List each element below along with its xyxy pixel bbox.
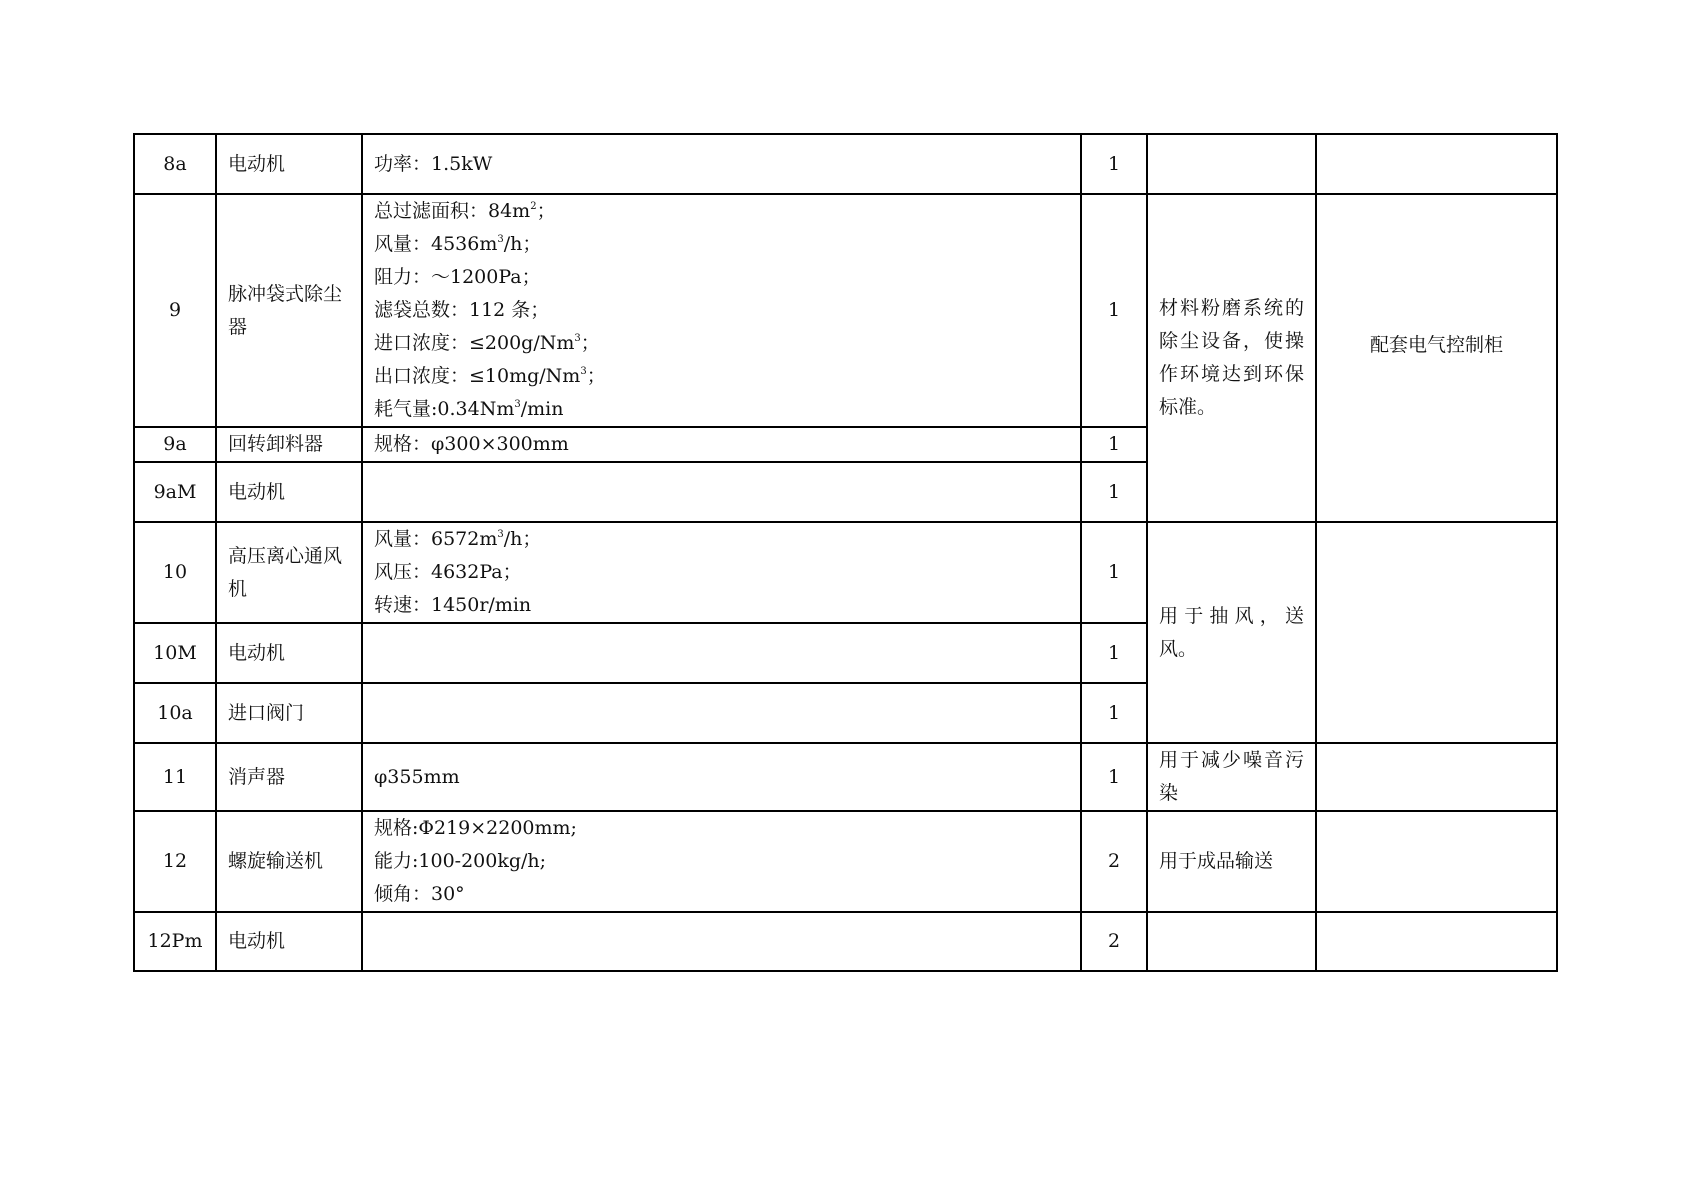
spec-line: φ355mm [374, 765, 460, 788]
quantity: 1 [1081, 194, 1147, 427]
item-number: 9aM [134, 462, 216, 522]
item-number: 10a [134, 683, 216, 743]
item-number: 11 [134, 743, 216, 811]
quantity: 1 [1081, 427, 1147, 462]
specification [362, 811, 1081, 912]
equipment-name: 进口阀门 [216, 683, 362, 743]
quantity: 2 [1081, 811, 1147, 912]
spec-line: 规格：φ300×300mm [374, 433, 569, 455]
spec-line: 总过滤面积：$84m^2$； [374, 200, 556, 222]
specification [362, 462, 1081, 522]
equipment-name: 电动机 [216, 134, 362, 194]
usage: 材料粉磨系统的除尘设备，使操作环境达到环保标准。 [1147, 194, 1316, 522]
quantity: 2 [1081, 912, 1147, 971]
quantity: 1 [1081, 623, 1147, 683]
remark: 配套电气控制柜 [1316, 194, 1557, 522]
equipment-name: 电动机 [216, 623, 362, 683]
item-number: 12 [134, 811, 216, 912]
spec-line: 倾角：30° [374, 883, 465, 905]
spec-line: 风量：$4536m^3/h$； [374, 233, 542, 255]
quantity: 1 [1081, 462, 1147, 522]
item-number: 12Pm [134, 912, 216, 971]
equipment-name: 回转卸料器 [216, 427, 362, 462]
usage [1147, 134, 1316, 194]
item-number: 9a [134, 427, 216, 462]
spec-line: 功率：1.5kW [374, 152, 493, 175]
equipment-name: 脉冲袋式除尘器 [216, 194, 362, 427]
equipment-table [133, 133, 1558, 972]
spec-line: 阻力：～1200Pa； [374, 266, 541, 288]
table-row [134, 522, 1557, 623]
remark [1316, 134, 1557, 194]
specification [362, 683, 1081, 743]
quantity: 1 [1081, 522, 1147, 623]
specification [362, 427, 1081, 462]
item-number: 10 [134, 522, 216, 623]
table-row [134, 912, 1557, 971]
specification [362, 522, 1081, 623]
specification [362, 194, 1081, 427]
spec-line: 转速：1450r/min [374, 594, 532, 616]
specification [362, 134, 1081, 194]
item-number: 9 [134, 194, 216, 427]
item-number: 10M [134, 623, 216, 683]
remark [1316, 912, 1557, 971]
item-number: 8a [134, 134, 216, 194]
equipment-name: 消声器 [216, 743, 362, 811]
spec-line: 能力:100-200kg/h; [374, 850, 547, 872]
usage: 用于减少噪音污染 [1147, 743, 1316, 811]
specification [362, 623, 1081, 683]
spec-line: 耗气量:0.34Nm$^3$/min [374, 398, 564, 420]
table-row [134, 811, 1557, 912]
quantity: 1 [1081, 134, 1147, 194]
table-row [134, 194, 1557, 427]
remark [1316, 811, 1557, 912]
quantity: 1 [1081, 683, 1147, 743]
table-row [134, 743, 1557, 811]
table-row [134, 134, 1557, 194]
spec-line: 滤袋总数：112 条； [374, 299, 550, 321]
spec-line: 进口浓度：$\le 200g/Nm^3$； [374, 332, 600, 354]
specification [362, 743, 1081, 811]
usage: 用于成品输送 [1147, 811, 1316, 912]
equipment-name: 螺旋输送机 [216, 811, 362, 912]
equipment-name: 电动机 [216, 912, 362, 971]
spec-line: 风量：$6572m^3/h$； [374, 528, 542, 550]
equipment-name: 高压离心通风机 [216, 522, 362, 623]
remark [1316, 743, 1557, 811]
quantity: 1 [1081, 743, 1147, 811]
usage [1147, 912, 1316, 971]
spec-line: 出口浓度：$\le 10mg/Nm^3$； [374, 365, 606, 387]
specification [362, 912, 1081, 971]
spec-line: 规格:Φ219×2200mm; [374, 817, 577, 839]
equipment-name: 电动机 [216, 462, 362, 522]
spec-line: 风压：4632Pa； [374, 561, 522, 583]
usage: 用于抽风，送风。 [1147, 522, 1316, 743]
remark [1316, 522, 1557, 743]
